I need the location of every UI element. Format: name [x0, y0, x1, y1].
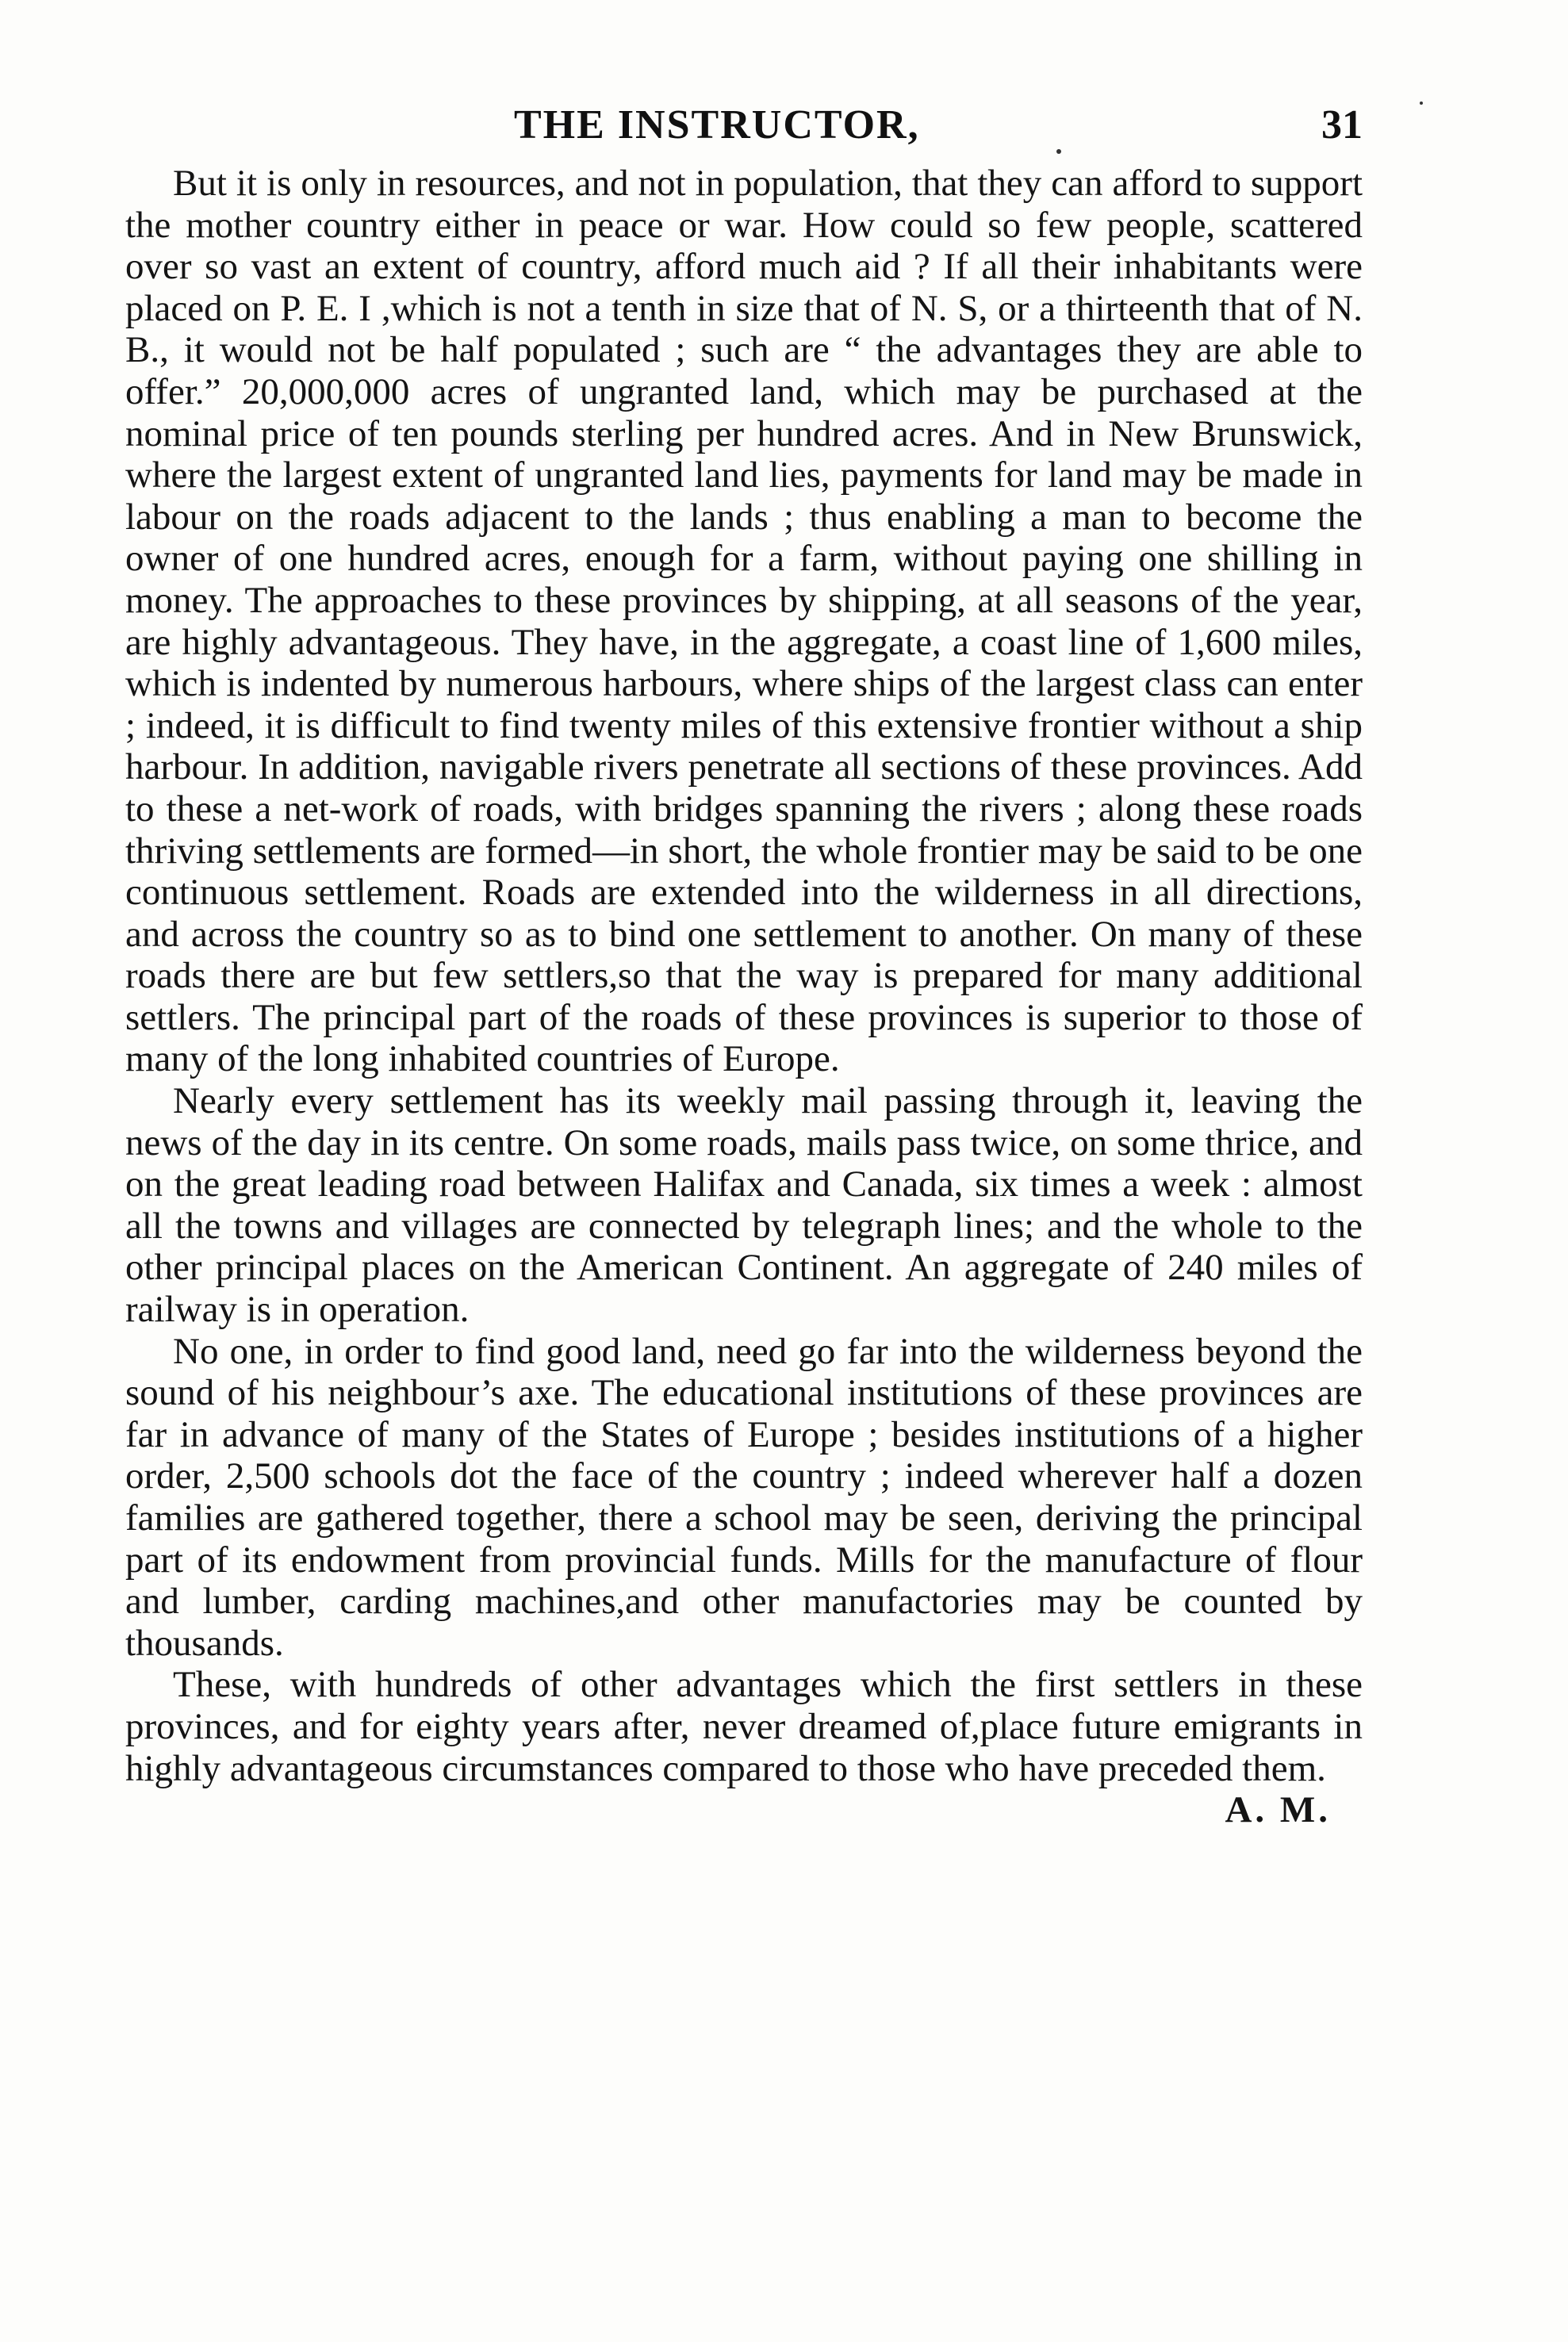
paragraph-2: Nearly every settlement has its weekly mail passing through it, leaving the news of the day in its centre. On some roads, mails pass twice, on some thrice, and on the great leading road between Halifax and Canada, six times a week : almost all the towns and villages are connected by telegraph lines; and the whole to the other principal places on the American Continent. An aggregate of 240 miles of railway is in operation. — [125, 1080, 1363, 1331]
paragraph-4: These, with hundreds of other advantages which the first settlers in these provinces, and for eighty years after, never dreamed of,place future emigrants in highly advantageous circumstances compared to those who have preceded them. — [125, 1664, 1363, 1789]
paragraph-3: No one, in order to find good land, need go far into the wilderness beyond the sound of his neighbour’s axe. The educational institutions of these provinces are far in advance of many of the States of Europe ; besides institutions of a higher order, 2,500 schools dot the face of the country ; indeed wherever half a dozen families are gathered together, there a school may be seen, deriving the principal part of its endowment from provincial funds. Mills for the manufacture of flour and lumber, carding machines,and other manufactories may be counted by thousands. — [125, 1330, 1363, 1664]
running-head: THE INSTRUCTOR, — [514, 102, 920, 148]
page-header — [125, 102, 1363, 157]
ink-speck — [1056, 149, 1061, 154]
signoff-line — [125, 1789, 1363, 1831]
article-body — [125, 163, 1363, 1831]
paragraph-1: But it is only in resources, and not in population, that they can afford to support the mother country either in peace or war. How could so few people, scattered over so vast an extent of country, afford much aid ? If all their inhabitants were placed on P. E. I ,which is not a tenth in size that of N. S, or a thirteenth that of N. B., it would not be half populated ; such are “ the advantages they are able to offer.” 20,000,000 acres of ungranted land, which may be purchased at the nominal price of ten pounds sterling per hundred acres. And in New Brunswick, where the largest extent of ungranted land lies, payments for land may be made in labour on the roads adjacent to the lands ; thus enabling a man to become the owner of one hundred acres, enough for a farm, without paying one shilling in money. The approaches to these provinces by shipping, at all seasons of the year, are highly advantageous. They have, in the aggregate, a coast line of 1,600 miles, which is indented by numerous harbours, where ships of the largest class can enter ; indeed, it is difficult to find twenty miles of this extensive frontier without a ship harbour. In addition, navigable rivers penetrate all sections of these provinces. Add to these a net-work of roads, with bridges spanning the rivers ; along these roads thriving settlements are formed—in short, the whole frontier may be said to be one continuous settlement. Roads are extended into the wilderness in all directions, and across the country so as to bind one settlement to another. On many of these roads there are but few settlers,so that the way is prepared for many additional settlers. The principal part of the roads of these provinces is superior to those of many of the long inhabited countries of Europe. — [125, 163, 1363, 1080]
author-signature: A. M. — [1225, 1789, 1331, 1831]
ink-speck — [1420, 102, 1423, 105]
page-number: 31 — [1321, 102, 1363, 148]
